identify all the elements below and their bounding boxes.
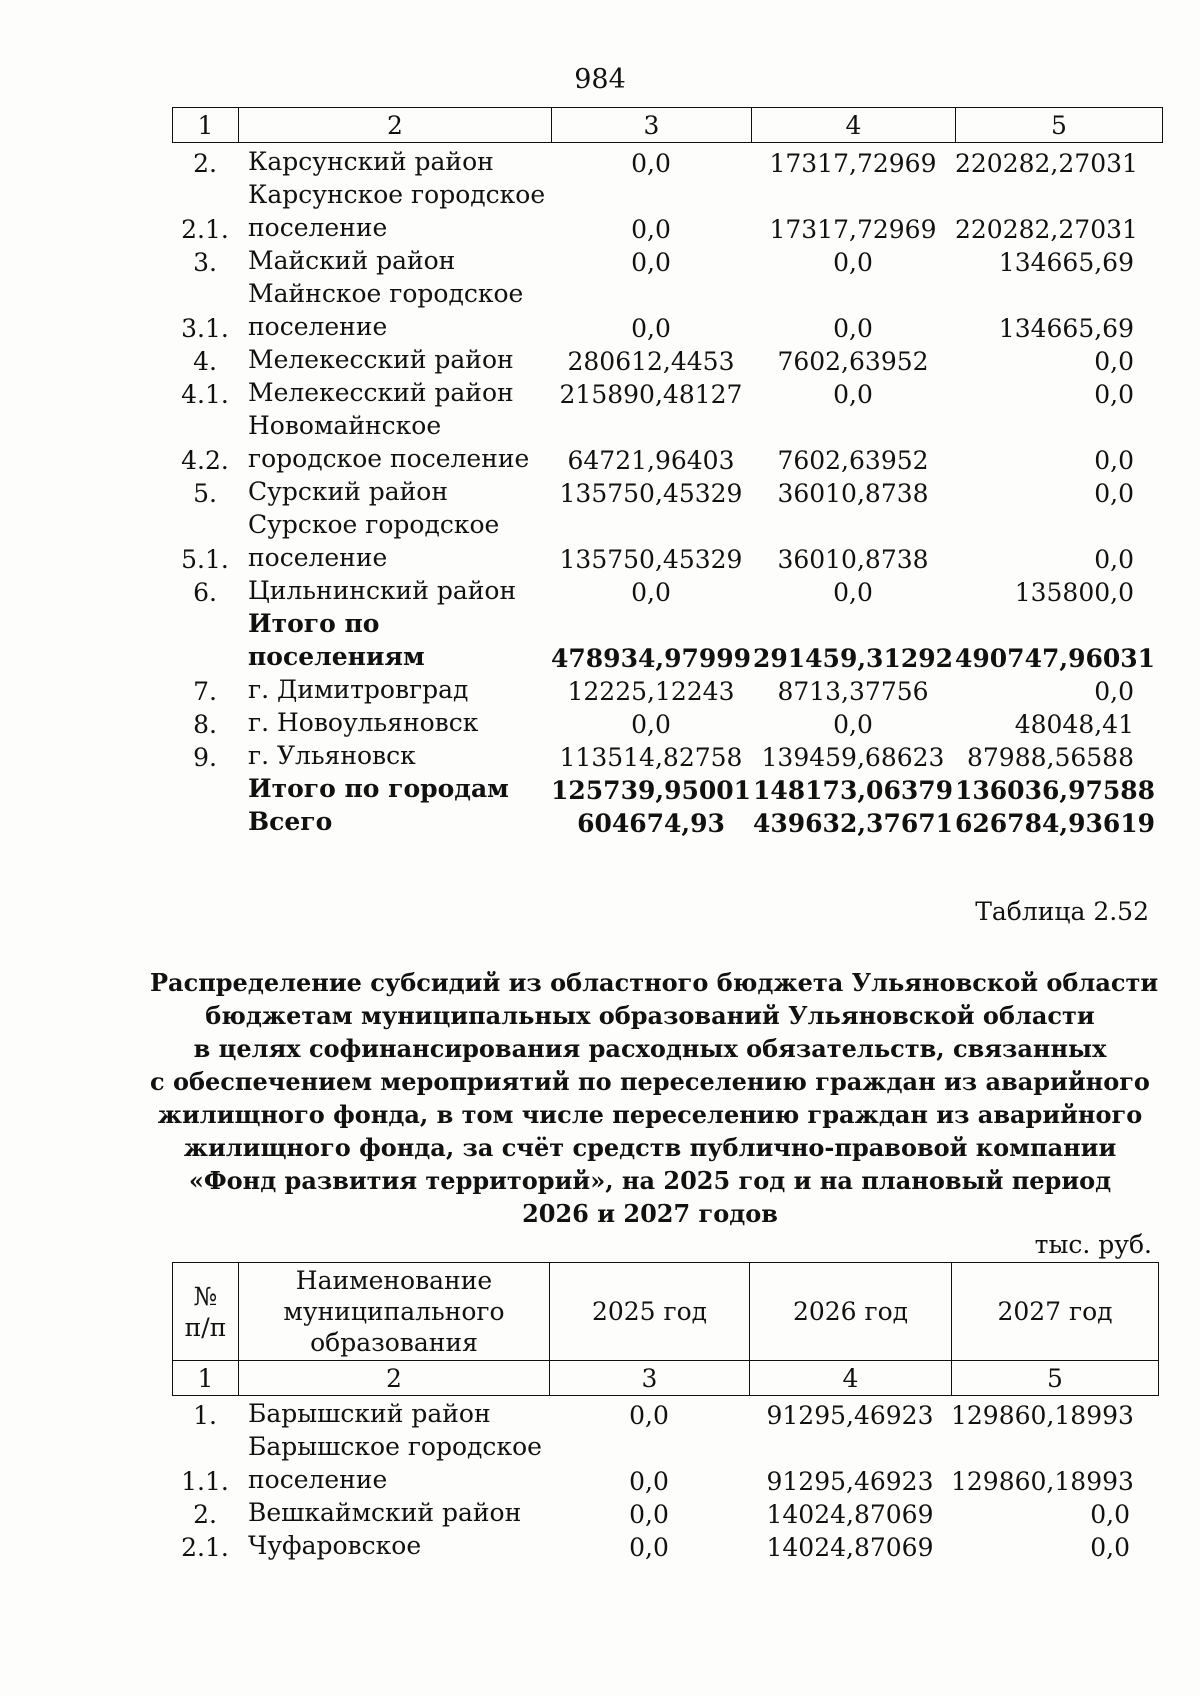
header-index-cell: 5 <box>952 1361 1159 1396</box>
table-row <box>172 145 1162 178</box>
header-index-cell: 3 <box>550 1361 750 1396</box>
table2-header <box>172 1262 1159 1396</box>
row-name-line: Новомайнское <box>248 411 442 440</box>
title-line: в целях софинансирования расходных обязательств, связанных <box>193 1034 1107 1063</box>
table-row <box>172 277 1162 343</box>
row-name <box>238 772 551 805</box>
value-col5: 135800,0 <box>1014 578 1134 607</box>
value-col5: 220282,27031 <box>955 149 1138 178</box>
row-number: 5. <box>193 479 217 508</box>
row-name <box>238 805 551 838</box>
value-col5: 626784,93619 <box>955 809 1156 838</box>
row-name-line: Цильнинский район <box>248 576 517 605</box>
row-name-line: Вешкаймский район <box>248 1498 522 1527</box>
value-col4: 8713,37756 <box>777 677 929 706</box>
row-number: 2.1. <box>181 215 229 244</box>
table-row <box>172 343 1162 376</box>
row-name-line: Итого по поселениям <box>248 609 425 671</box>
col-name-line: Наименование <box>295 1266 493 1295</box>
row-number: 6. <box>193 578 217 607</box>
row-name-line: городское поселение <box>248 444 530 473</box>
row-number: 2. <box>193 1500 217 1529</box>
row-number: 4.1. <box>181 380 229 409</box>
value-col5: 0,0 <box>1094 677 1134 706</box>
row-name <box>238 475 551 508</box>
row-number: 1. <box>193 1401 217 1430</box>
table-row <box>172 1496 1158 1529</box>
row-name-line: г. Новоульяновск <box>248 708 479 737</box>
row-name-line: Всего <box>248 807 333 836</box>
table-row <box>172 706 1162 739</box>
title-line: 2026 и 2027 годов <box>522 1199 778 1228</box>
table-row <box>172 178 1162 244</box>
value-col5: 48048,41 <box>1014 710 1134 739</box>
total-row <box>172 805 1162 838</box>
row-name <box>238 244 551 277</box>
row-number: 3.1. <box>181 314 229 343</box>
value-col3: 0,0 <box>629 1467 669 1496</box>
table1 <box>172 145 1162 838</box>
col-2027-header: 2027 год <box>952 1263 1159 1361</box>
row-name-line: Майский район <box>248 246 456 275</box>
header-index-cell: 3 <box>552 108 752 143</box>
row-name-line: Карсунское городское <box>248 180 546 209</box>
value-col3: 0,0 <box>631 215 671 244</box>
row-name-line: Барышский район <box>248 1399 491 1428</box>
table-row <box>172 409 1162 475</box>
value-col3: 0,0 <box>629 1533 669 1562</box>
col-2025-header: 2025 год <box>550 1263 750 1361</box>
value-col3: 478934,97999 <box>551 644 752 673</box>
col-name-line: образования <box>310 1328 478 1357</box>
row-name-line: поселение <box>248 1465 388 1494</box>
row-name <box>238 376 551 409</box>
value-col3: 125739,95001 <box>551 776 752 805</box>
row-name <box>238 277 551 343</box>
row-number: 5.1. <box>181 545 229 574</box>
row-name-line: г. Ульяновск <box>248 741 416 770</box>
row-number: 2.1. <box>181 1533 229 1562</box>
table-row <box>172 739 1162 772</box>
value-col4: 0,0 <box>833 314 873 343</box>
row-number <box>172 772 238 805</box>
value-col4: 291459,31292 <box>752 644 954 673</box>
value-col5: 0,0 <box>1094 347 1134 376</box>
value-col4: 14024,87069 <box>766 1533 934 1562</box>
row-name-line: г. Димитровград <box>248 675 469 704</box>
table-row <box>172 1397 1158 1430</box>
header-index-cell: 2 <box>239 1361 550 1396</box>
table-row <box>172 244 1162 277</box>
table1-header <box>172 107 1163 143</box>
table-row <box>172 508 1162 574</box>
row-name <box>238 508 551 574</box>
table-row <box>172 1529 1158 1562</box>
row-number: 2. <box>193 149 217 178</box>
value-col3: 12225,12243 <box>567 677 735 706</box>
value-col3: 0,0 <box>631 578 671 607</box>
value-col4: 91295,46923 <box>766 1401 934 1430</box>
value-col4: 7602,63952 <box>777 446 929 475</box>
row-name <box>238 145 551 178</box>
value-col3: 64721,96403 <box>567 446 735 475</box>
table2 <box>172 1397 1158 1562</box>
value-col5: 0,0 <box>1094 545 1134 574</box>
value-col3: 0,0 <box>631 314 671 343</box>
value-col5: 0,0 <box>1094 479 1134 508</box>
row-name <box>238 409 551 475</box>
value-col5: 134665,69 <box>998 314 1134 343</box>
row-number <box>172 805 238 838</box>
value-col3: 280612,4453 <box>567 347 735 376</box>
value-col5: 129860,18993 <box>951 1401 1134 1430</box>
row-name-line: поселение <box>248 312 388 341</box>
value-col4: 0,0 <box>833 380 873 409</box>
value-col3: 0,0 <box>631 149 671 178</box>
row-number: 1.1. <box>181 1467 229 1496</box>
table-row <box>172 574 1162 607</box>
row-name-line: Майнское городское <box>248 279 524 308</box>
col-name-line: муниципального <box>283 1297 505 1326</box>
value-col3: 113514,82758 <box>559 743 743 772</box>
value-col4: 439632,37671 <box>752 809 954 838</box>
row-name-line: Мелекесский район <box>248 378 514 407</box>
row-name-line: Чуфаровское <box>248 1531 422 1560</box>
value-col5: 0,0 <box>1090 1533 1130 1562</box>
row-name-line: поселение <box>248 213 388 242</box>
row-name <box>238 1397 549 1430</box>
value-col4: 7602,63952 <box>777 347 929 376</box>
header-index-cell: 1 <box>173 108 239 143</box>
header-index-cell: 1 <box>173 1361 239 1396</box>
value-col4: 0,0 <box>833 578 873 607</box>
row-name <box>238 178 551 244</box>
value-col5: 136036,97588 <box>955 776 1156 805</box>
row-number <box>172 607 238 673</box>
row-name-line: Сурское городское <box>248 510 500 539</box>
table-row <box>172 475 1162 508</box>
row-number: 8. <box>193 710 217 739</box>
value-col5: 0,0 <box>1090 1500 1130 1529</box>
col-name-header <box>239 1263 550 1361</box>
value-col4: 148173,06379 <box>752 776 954 805</box>
table-row <box>172 673 1162 706</box>
row-name <box>238 343 551 376</box>
value-col3: 135750,45329 <box>559 545 743 574</box>
row-name-line: Мелекесский район <box>248 345 514 374</box>
total-row <box>172 772 1162 805</box>
header-index-cell: 2 <box>239 108 552 143</box>
row-name <box>238 607 551 673</box>
value-col4: 36010,8738 <box>777 545 929 574</box>
title-line: жилищного фонда, в том числе переселению граждан из аварийного <box>157 1100 1143 1129</box>
value-col4: 0,0 <box>833 248 873 277</box>
header-index-cell: 4 <box>750 1361 952 1396</box>
value-col4: 17317,72969 <box>769 215 937 244</box>
value-col3: 135750,45329 <box>559 479 743 508</box>
value-col3: 215890,48127 <box>559 380 743 409</box>
title-line: бюджетам муниципальных образований Ульяновской области <box>205 1001 1095 1030</box>
table-caption: Таблица 2.52 <box>975 897 1149 926</box>
row-name <box>238 574 551 607</box>
value-col5: 0,0 <box>1094 446 1134 475</box>
row-number: 3. <box>193 248 217 277</box>
row-name-line: Карсунский район <box>248 147 494 176</box>
value-col4: 36010,8738 <box>777 479 929 508</box>
total-row <box>172 607 1162 673</box>
row-name-line: поселение <box>248 543 388 572</box>
header-index-cell: 4 <box>752 108 956 143</box>
value-col5: 134665,69 <box>998 248 1134 277</box>
row-name <box>238 1430 549 1496</box>
value-col3: 0,0 <box>629 1500 669 1529</box>
title-line: Распределение субсидий из областного бюджета Ульяновской области <box>150 968 1159 997</box>
col-num-header <box>173 1263 239 1361</box>
page-number: 984 <box>574 64 626 95</box>
units-label: тыс. руб. <box>1034 1230 1152 1259</box>
row-number: 7. <box>193 677 217 706</box>
row-name <box>238 673 551 706</box>
value-col5: 0,0 <box>1094 380 1134 409</box>
row-number: 4. <box>193 347 217 376</box>
value-col4: 17317,72969 <box>769 149 937 178</box>
value-col3: 0,0 <box>631 248 671 277</box>
row-name <box>238 739 551 772</box>
value-col3: 604674,93 <box>577 809 725 838</box>
row-name-line: Сурский район <box>248 477 449 506</box>
value-col4: 14024,87069 <box>766 1500 934 1529</box>
col-num-line: п/п <box>184 1312 227 1342</box>
title-line: жилищного фонда, за счёт средств публично-правовой компании <box>183 1133 1117 1162</box>
value-col5: 87988,56588 <box>966 743 1134 772</box>
value-col3: 0,0 <box>629 1401 669 1430</box>
table-row <box>172 376 1162 409</box>
col-num-line: № <box>193 1281 218 1311</box>
col-2026-header: 2026 год <box>750 1263 952 1361</box>
row-name <box>238 1529 549 1562</box>
value-col3: 0,0 <box>631 710 671 739</box>
row-number: 9. <box>193 743 217 772</box>
value-col4: 139459,68623 <box>761 743 945 772</box>
row-number: 4.2. <box>181 446 229 475</box>
header-index-cell: 5 <box>956 108 1163 143</box>
row-name-line: Барышское городское <box>248 1432 542 1461</box>
row-name <box>238 706 551 739</box>
value-col4: 0,0 <box>833 710 873 739</box>
title-line: «Фонд развития территорий», на 2025 год и на плановый период <box>188 1166 1112 1195</box>
value-col5: 490747,96031 <box>955 644 1156 673</box>
row-name <box>238 1496 549 1529</box>
row-name-line: Итого по городам <box>248 774 509 803</box>
section-title <box>150 966 1159 1230</box>
table-row <box>172 1430 1158 1496</box>
value-col5: 220282,27031 <box>955 215 1138 244</box>
value-col5: 129860,18993 <box>951 1467 1134 1496</box>
value-col4: 91295,46923 <box>766 1467 934 1496</box>
title-line: с обеспечением мероприятий по переселению граждан из аварийного <box>150 1067 1150 1096</box>
